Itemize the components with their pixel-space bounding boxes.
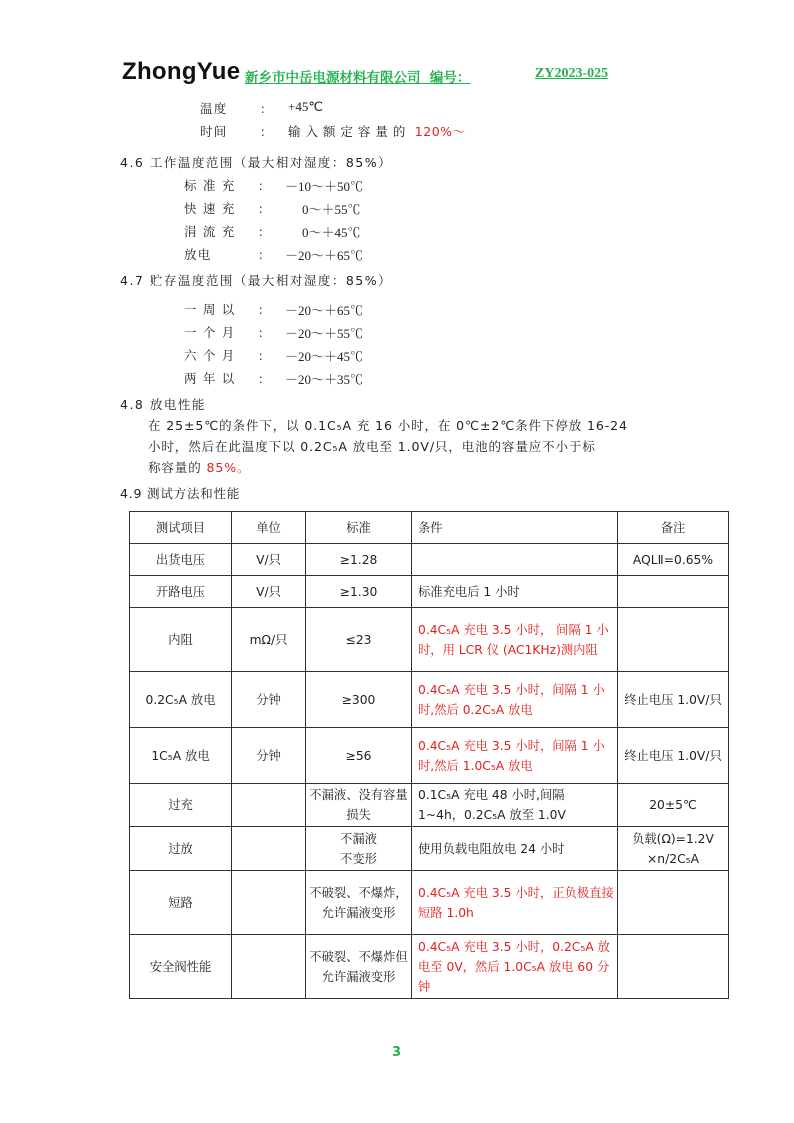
code-label: 编号： [429, 70, 471, 86]
sec46-row-value: －10～＋50℃ [285, 179, 364, 194]
sec46-row-colon: ： [258, 179, 271, 193]
table-cell-std: 不漏液 不变形 [306, 827, 412, 871]
sec46-row-colon: ： [258, 248, 271, 262]
sec46-row-label: 标 准 充 [184, 178, 236, 193]
table-cell-cond: 0.4C₅A 充电 3.5 小时， 间隔 1 小时，用 LCR 仪 (AC1KHz)测内阻 [412, 608, 618, 672]
sec48-line-3 [148, 458, 250, 476]
sec46-row-label: 快 速 充 [184, 201, 236, 216]
table-row [130, 544, 729, 576]
table-header-cell: 条件 [412, 512, 618, 544]
test-method-table [129, 511, 729, 999]
table-cell-unit [232, 784, 306, 827]
sec47-row-colon: ： [258, 303, 271, 317]
table-cell-std: 不漏液、没有容量损失 [306, 784, 412, 827]
table-row [130, 576, 729, 608]
section-4-8-title: 4.8 放电性能 [120, 397, 206, 412]
table-header-row [130, 512, 729, 544]
table-cell-cond: 0.4C₅A 充电 3.5 小时，正负极直接短路 1.0h [412, 871, 618, 935]
table-row [130, 608, 729, 672]
table-cell-cond: 0.4C₅A 充电 3.5 小时，间隔 1 小时,然后 0.2C₅A 放电 [412, 672, 618, 728]
sec48-line-2: 小时，然后在此温度下以 0.2C₅A 放电至 1.0V/只，电池的容量应不小于标 [148, 439, 596, 454]
table-cell-item: 1C₅A 放电 [130, 728, 232, 784]
sec47-row-value: －20～＋35℃ [285, 372, 364, 387]
table-row [130, 871, 729, 935]
table-cell-unit [232, 827, 306, 871]
table-cell-cond: 0.4C₅A 充电 3.5 小时，0.2C₅A 放电至 0V，然后 1.0C₅A 放电 60 分钟 [412, 935, 618, 999]
table-cell-note: 负载(Ω)=1.2V ×n/2C₅A [618, 827, 729, 871]
row-time-colon: ： [260, 125, 273, 139]
sec47-row-value: －20～＋55℃ [285, 326, 364, 341]
table-header-cell: 单位 [232, 512, 306, 544]
table-row [130, 827, 729, 871]
table-cell-unit [232, 871, 306, 935]
sec46-row-value: 0～＋55℃ [302, 202, 361, 217]
sec48-line-1: 在 25±5℃的条件下，以 0.1C₅A 充 16 小时，在 0℃±2℃条件下停放 16-24 [148, 418, 628, 433]
table-cell-note: 20±5℃ [618, 784, 729, 827]
table-cell-item: 0.2C₅A 放电 [130, 672, 232, 728]
table-cell-item: 安全阀性能 [130, 935, 232, 999]
company-name [245, 66, 470, 86]
sec47-row-value: －20～＋45℃ [285, 349, 364, 364]
sec47-row-colon: ： [258, 326, 271, 340]
row-time-value [288, 122, 466, 140]
row-time-label: 时间 [200, 124, 228, 139]
sec46-row-label: 放电 [184, 247, 212, 262]
table-cell-cond: 使用负载电阻放电 24 小时 [412, 827, 618, 871]
table-cell-unit: 分钟 [232, 672, 306, 728]
table-cell-std: ≥300 [306, 672, 412, 728]
row-temp-label: 温度 [200, 101, 228, 116]
table-cell-cond: 0.4C₅A 充电 3.5 小时，间隔 1 小时,然后 1.0C₅A 放电 [412, 728, 618, 784]
table-cell-cond: 0.1C₅A 充电 48 小时,间隔 1~4h，0.2C₅A 放至 1.0V [412, 784, 618, 827]
table-header-cell: 备注 [618, 512, 729, 544]
table-cell-item: 开路电压 [130, 576, 232, 608]
sec47-row-label: 六 个 月 [184, 348, 236, 363]
table-cell-std: ≥1.30 [306, 576, 412, 608]
table-cell-note [618, 935, 729, 999]
table-row [130, 728, 729, 784]
table-cell-note: AQLⅡ=0.65% [618, 544, 729, 576]
page-number: 3 [392, 1045, 402, 1060]
table-cell-unit: 分钟 [232, 728, 306, 784]
table-row [130, 784, 729, 827]
table-cell-note: 终止电压 1.0V/只 [618, 728, 729, 784]
sec46-row-colon: ： [258, 225, 271, 239]
table-cell-unit: V/只 [232, 544, 306, 576]
table-cell-note [618, 871, 729, 935]
table-cell-note [618, 608, 729, 672]
table-cell-std: ≤23 [306, 608, 412, 672]
sec47-row-colon: ： [258, 372, 271, 386]
table-cell-std: 不破裂、不爆炸，允许漏液变形 [306, 871, 412, 935]
sec46-row-value: －20～＋65℃ [285, 248, 364, 263]
sec46-row-value: 0～＋45℃ [302, 225, 361, 240]
sec47-row-label: 两 年 以 [184, 371, 236, 386]
table-cell-item: 短路 [130, 871, 232, 935]
table-row [130, 672, 729, 728]
table-cell-note [618, 576, 729, 608]
sec47-row-label: 一 个 月 [184, 325, 236, 340]
table-cell-unit [232, 935, 306, 999]
row-time-value-text: 输 入 额 定 容 量 的 [288, 124, 406, 139]
table-cell-std: ≥1.28 [306, 544, 412, 576]
table-cell-cond: 标准充电后 1 小时 [412, 576, 618, 608]
table-cell-std: 不破裂、不爆炸但允许漏液变形 [306, 935, 412, 999]
sec46-row-colon: ： [258, 202, 271, 216]
section-4-9-title: 4.9 测试方法和性能 [120, 486, 241, 501]
table-cell-unit: mΩ/只 [232, 608, 306, 672]
sec48-line-3-red: 85%。 [206, 460, 251, 475]
table-row [130, 935, 729, 999]
table-cell-std: ≥56 [306, 728, 412, 784]
table-cell-item: 内阻 [130, 608, 232, 672]
sec46-row-label: 涓 流 充 [184, 224, 236, 239]
table-header-cell: 标准 [306, 512, 412, 544]
sec47-row-label: 一 周 以 [184, 302, 236, 317]
sec47-row-colon: ： [258, 349, 271, 363]
table-cell-note: 终止电压 1.0V/只 [618, 672, 729, 728]
row-time-value-red: 120%～ [414, 124, 466, 139]
table-header-cell: 测试项目 [130, 512, 232, 544]
section-4-6-title: 4.6 工作温度范围（最大相对湿度：85%） [120, 155, 393, 170]
table-cell-item: 出货电压 [130, 544, 232, 576]
table-cell-unit: V/只 [232, 576, 306, 608]
section-4-7-title: 4.7 贮存温度范围（最大相对湿度：85%） [120, 273, 393, 288]
sec48-line-3-prefix: 称容量的 [148, 460, 207, 475]
brand-logo: ZhongYue [122, 58, 241, 85]
row-temp-value: +45℃ [288, 99, 323, 114]
table-cell-item: 过充 [130, 784, 232, 827]
document-code: ZY2023-025 [535, 66, 609, 81]
table-cell-item: 过放 [130, 827, 232, 871]
company-name-text: 新乡市中岳电源材料有限公司 [245, 70, 421, 86]
row-temp-colon: ： [260, 102, 273, 116]
sec47-row-value: －20～＋65℃ [285, 303, 364, 318]
table-cell-cond [412, 544, 618, 576]
